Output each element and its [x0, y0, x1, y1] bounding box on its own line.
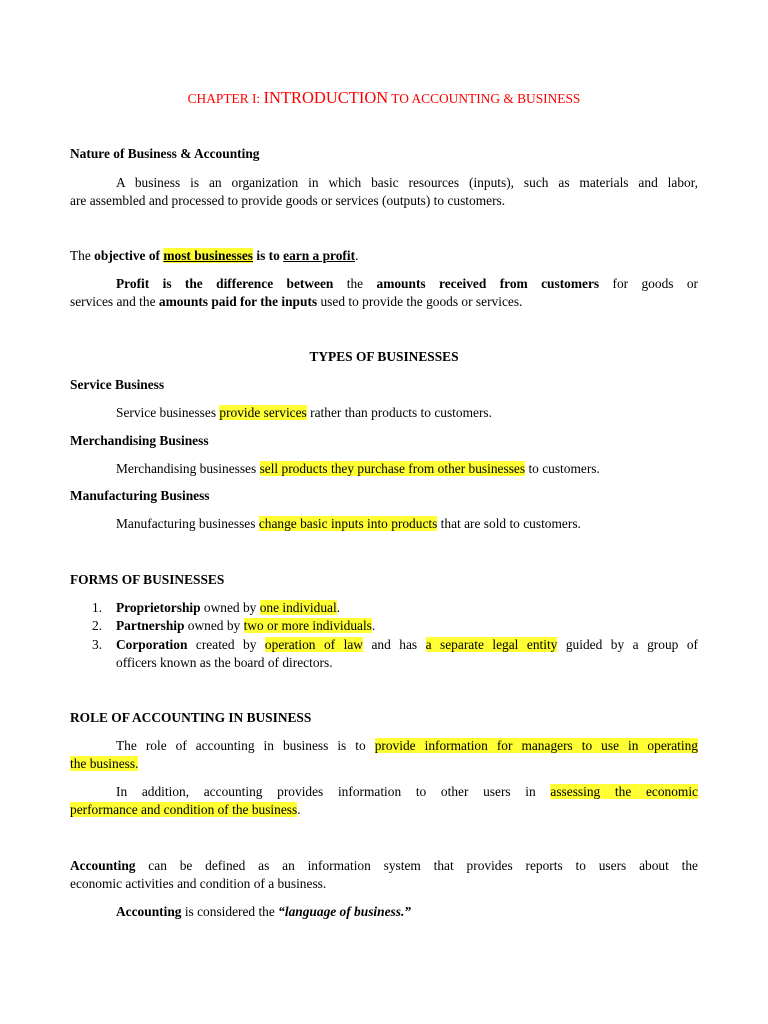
role-para1-line2: the business.	[70, 756, 139, 771]
role-para2-line2: performance and condition of the business.	[70, 802, 301, 817]
list-item: 2. Partnership owned by two or more individuals.	[92, 618, 376, 633]
list-item: 3. Corporation created by operation of law and has a separate legal entity guided by a group of officers known as the board of directors.	[92, 637, 698, 670]
forms-heading: FORMS OF BUSINESSES	[70, 572, 225, 587]
list-item: 1. Proprietorship owned by one individual.	[92, 600, 341, 615]
manuf-text: Manufacturing businesses change basic inputs into products that are sold to customers.	[116, 516, 581, 531]
service-heading: Service Business	[70, 377, 165, 392]
nature-para-line2: are assembled and processed to provide goods or services (outputs) to customers.	[70, 193, 506, 208]
service-text: Service businesses provide services rather than products to customers.	[116, 405, 492, 420]
role-para2-line1: In addition, accounting provides information to other users in assessing the economic	[116, 784, 699, 799]
accounting-language-line: Accounting is considered the “language of business.”	[116, 904, 411, 919]
accounting-def-line1: Accounting can be defined as an information system that provides reports to users about the	[70, 858, 698, 873]
accounting-def-line2: economic activities and condition of a business.	[70, 876, 327, 891]
nature-para-line1: A business is an organization in which basic resources (inputs), such as materials and labor,	[116, 175, 698, 190]
role-heading: ROLE OF ACCOUNTING IN BUSINESS	[70, 710, 312, 725]
manuf-heading: Manufacturing Business	[70, 488, 210, 503]
nature-heading: Nature of Business & Accounting	[70, 146, 260, 161]
types-heading: TYPES OF BUSINESSES	[309, 349, 459, 364]
profit-line2: services and the amounts paid for the inputs used to provide the goods or services.	[70, 294, 523, 309]
profit-line1: Profit is the difference between the amounts received from customers for goods or	[116, 276, 699, 291]
merch-text: Merchandising businesses sell products they purchase from other businesses to customers.	[116, 461, 600, 476]
merch-heading: Merchandising Business	[70, 433, 209, 448]
role-para1-line1: The role of accounting in business is to provide information for managers to use in operating	[116, 738, 699, 753]
objective-line: The objective of most businesses is to earn a profit.	[70, 248, 359, 263]
chapter-title: CHAPTER I: INTRODUCTION TO ACCOUNTING & BUSINESS	[187, 88, 581, 107]
highlight-most-businesses: most businesses	[163, 248, 254, 263]
